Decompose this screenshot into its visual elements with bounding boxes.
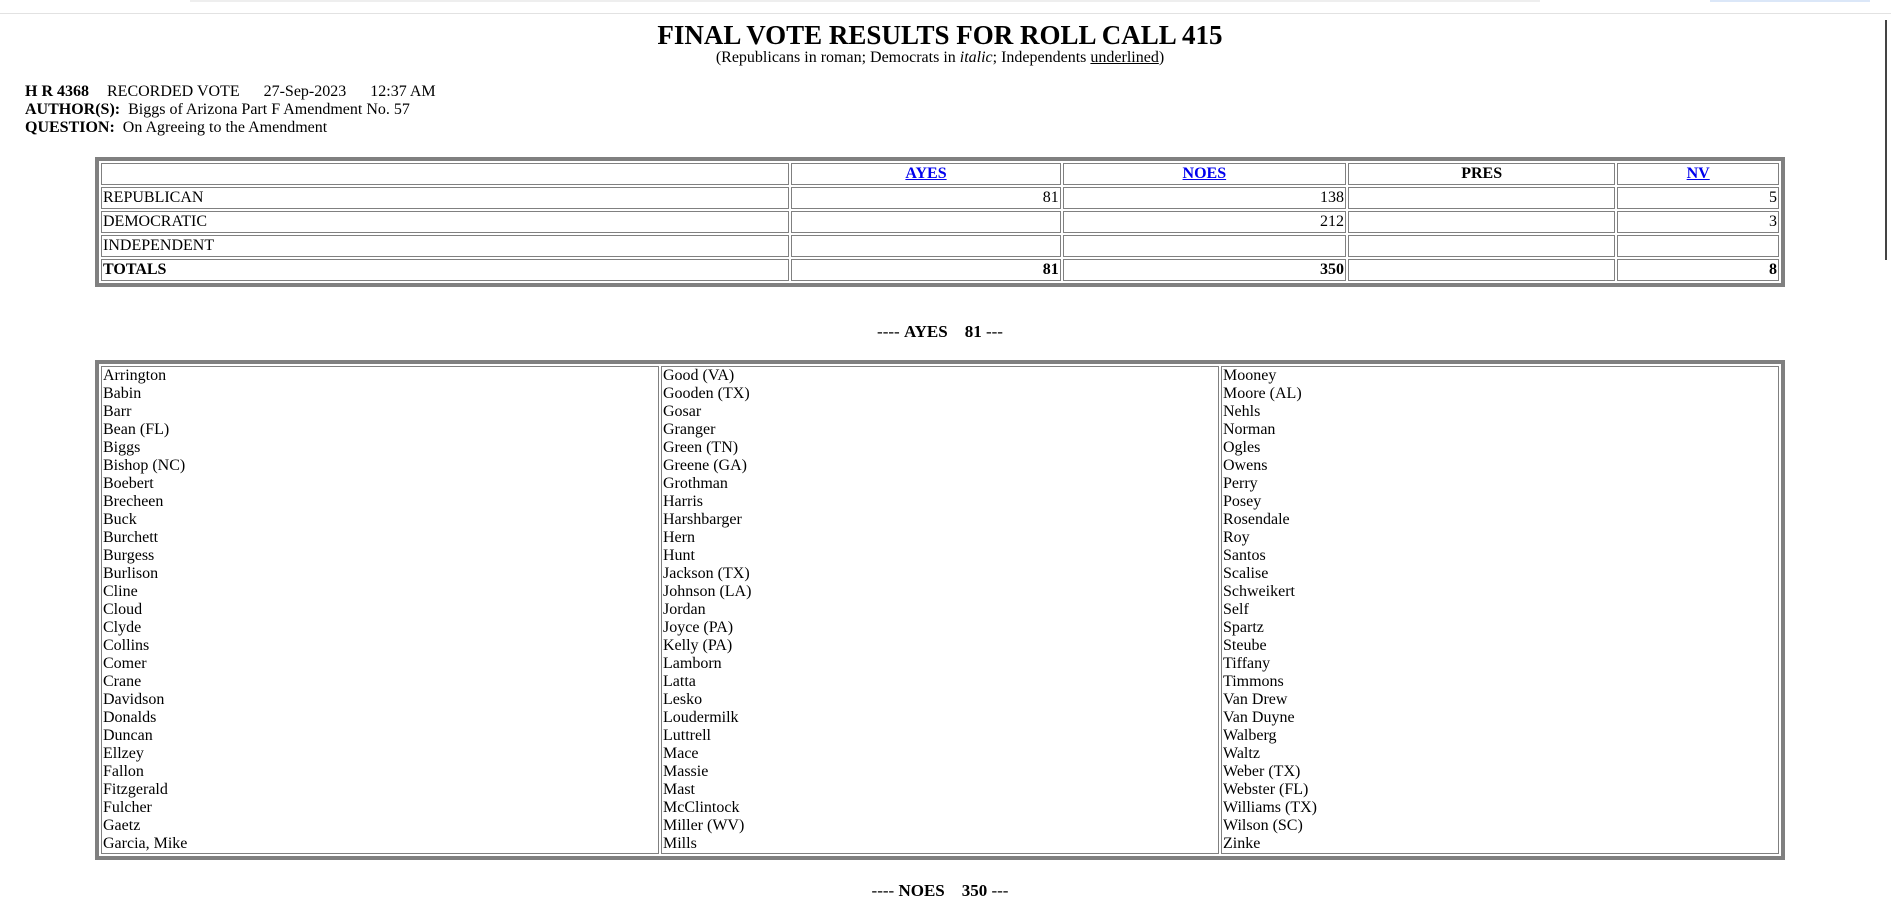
legend-middle: ; Independents xyxy=(992,49,1091,66)
member-name: Good (VA) xyxy=(663,367,735,384)
author-label: AUTHOR(S): xyxy=(25,101,121,118)
summary-row-totals xyxy=(101,259,1779,281)
member-name: Webster (FL) xyxy=(1223,781,1309,798)
member-name: Babin xyxy=(103,385,142,402)
ayes-column-3 xyxy=(1221,366,1779,854)
summary-header-party xyxy=(101,163,789,185)
question-label: QUESTION: xyxy=(25,119,115,136)
scrollbar-thumb[interactable] xyxy=(1885,20,1887,260)
legend-underlined: underlined xyxy=(1090,49,1159,66)
totals-label: TOTALS xyxy=(101,259,789,281)
member-name: Van Drew xyxy=(1223,691,1288,708)
nv-total: 8 xyxy=(1617,259,1779,281)
member-name: Moore (AL) xyxy=(1223,385,1302,402)
vote-time: 12:37 AM xyxy=(370,83,436,100)
ayes-names-row xyxy=(101,366,1779,854)
member-name: Jackson (TX) xyxy=(663,565,750,582)
noes-count: 212 xyxy=(1063,211,1346,233)
member-name: Williams (TX) xyxy=(1223,799,1317,816)
member-name: Donalds xyxy=(103,709,157,726)
ayes-total: 81 xyxy=(791,259,1060,281)
vertical-scrollbar[interactable] xyxy=(1885,20,1891,260)
party-name: DEMOCRATIC xyxy=(101,211,789,233)
vote-info-row xyxy=(25,83,436,101)
noes-heading-count: 350 xyxy=(961,881,988,900)
member-name: Bishop (NC) xyxy=(103,457,186,474)
member-name: Latta xyxy=(663,673,696,690)
ayes-heading-prefix: ---- xyxy=(877,322,904,341)
ayes-heading-count: 81 xyxy=(964,322,982,341)
ayes-link[interactable]: AYES xyxy=(905,165,947,182)
member-name: Kelly (PA) xyxy=(663,637,733,654)
member-name: Joyce (PA) xyxy=(663,619,734,636)
member-name: Mace xyxy=(663,745,699,762)
member-name: Greene (GA) xyxy=(663,457,747,474)
member-name: Burlison xyxy=(103,565,159,582)
member-name: Barr xyxy=(103,403,132,420)
noes-link[interactable]: NOES xyxy=(1182,165,1227,182)
member-name: McClintock xyxy=(663,799,740,816)
ayes-count xyxy=(791,235,1060,257)
member-name: Harris xyxy=(663,493,703,510)
ayes-heading-label: AYES xyxy=(903,322,948,341)
question-row xyxy=(25,119,436,137)
legend-open: (Republicans in roman; Democrats in xyxy=(715,49,960,66)
ayes-count xyxy=(791,211,1060,233)
member-name: Burgess xyxy=(103,547,155,564)
pres-count xyxy=(1348,235,1615,257)
summary-header-row xyxy=(101,163,1779,185)
member-name: Posey xyxy=(1223,493,1262,510)
member-name: Granger xyxy=(663,421,716,438)
member-name: Grothman xyxy=(663,475,728,492)
author-row xyxy=(25,101,436,119)
pres-count xyxy=(1348,211,1615,233)
nv-count xyxy=(1617,235,1779,257)
address-strip xyxy=(190,0,1540,2)
member-name: Lamborn xyxy=(663,655,722,672)
member-name: Mast xyxy=(663,781,695,798)
member-name: Brecheen xyxy=(103,493,164,510)
member-name: Davidson xyxy=(103,691,165,708)
summary-header-noes[interactable] xyxy=(1063,163,1346,185)
member-name: Johnson (LA) xyxy=(663,583,752,600)
nv-link[interactable]: NV xyxy=(1686,165,1710,182)
member-name: Nehls xyxy=(1223,403,1261,420)
pres-total xyxy=(1348,259,1615,281)
page-title: FINAL VOTE RESULTS FOR ROLL CALL 415 xyxy=(657,20,1223,50)
member-name: Fitzgerald xyxy=(103,781,168,798)
legend-italic: italic xyxy=(959,49,993,66)
member-name: Bean (FL) xyxy=(103,421,170,438)
member-name: Van Duyne xyxy=(1223,709,1295,726)
member-name: Fallon xyxy=(103,763,144,780)
noes-count xyxy=(1063,235,1346,257)
legend-close: ) xyxy=(1158,49,1165,66)
summary-header-ayes[interactable] xyxy=(791,163,1060,185)
browser-top-bar xyxy=(0,0,1891,14)
bill-number: H R 4368 xyxy=(25,83,89,100)
member-name: Luttrell xyxy=(663,727,711,744)
summary-row-independent xyxy=(101,235,1779,257)
summary-row-democratic xyxy=(101,211,1779,233)
member-name: Rosendale xyxy=(1223,511,1290,528)
member-name: Norman xyxy=(1223,421,1276,438)
noes-heading-label: NOES xyxy=(898,881,945,900)
member-name: Biggs xyxy=(103,439,141,456)
member-name: Timmons xyxy=(1223,673,1284,690)
member-name: Cloud xyxy=(103,601,143,618)
member-name: Collins xyxy=(103,637,150,654)
summary-row-republican xyxy=(101,187,1779,209)
author-value: Biggs of Arizona Part F Amendment No. 57 xyxy=(128,101,410,118)
member-name: Miller (WV) xyxy=(663,817,745,834)
member-name: Gaetz xyxy=(103,817,141,834)
member-name: Spartz xyxy=(1223,619,1264,636)
member-name: Jordan xyxy=(663,601,706,618)
member-name: Fulcher xyxy=(103,799,152,816)
vote-date: 27-Sep-2023 xyxy=(263,83,347,100)
member-name: Clyde xyxy=(103,619,142,636)
member-name: Burchett xyxy=(103,529,159,546)
pres-count xyxy=(1348,187,1615,209)
ayes-heading-suffix: --- xyxy=(981,322,1003,341)
member-name: Cline xyxy=(103,583,138,600)
member-name: Massie xyxy=(663,763,709,780)
summary-header-pres: PRES xyxy=(1348,163,1615,185)
noes-count: 138 xyxy=(1063,187,1346,209)
member-name: Green (TN) xyxy=(663,439,739,456)
member-name: Zinke xyxy=(1223,835,1261,852)
noes-section-heading: ---- NOES 350 --- xyxy=(871,881,1009,900)
member-name: Self xyxy=(1223,601,1249,618)
ayes-names-table xyxy=(95,360,1785,860)
member-name: Comer xyxy=(103,655,147,672)
member-name: Buck xyxy=(103,511,137,528)
member-name: Wilson (SC) xyxy=(1223,817,1303,834)
party-legend xyxy=(0,48,1880,68)
member-name: Gooden (TX) xyxy=(663,385,750,402)
member-name: Garcia, Mike xyxy=(103,835,188,852)
vote-summary-table xyxy=(95,157,1785,287)
member-name: Ogles xyxy=(1223,439,1261,456)
ayes-count: 81 xyxy=(791,187,1060,209)
member-name: Tiffany xyxy=(1223,655,1271,672)
member-name: Santos xyxy=(1223,547,1266,564)
member-name: Waltz xyxy=(1223,745,1260,762)
member-name: Arrington xyxy=(103,367,167,384)
member-name: Harshbarger xyxy=(663,511,742,528)
vote-type: RECORDED VOTE xyxy=(107,83,240,100)
nv-count: 3 xyxy=(1617,211,1779,233)
member-name: Weber (TX) xyxy=(1223,763,1301,780)
member-name: Mooney xyxy=(1223,367,1277,384)
member-name: Mills xyxy=(663,835,697,852)
member-name: Boebert xyxy=(103,475,154,492)
member-name: Owens xyxy=(1223,457,1268,474)
member-name: Hern xyxy=(663,529,695,546)
ayes-section-heading xyxy=(0,322,1880,342)
member-name: Perry xyxy=(1223,475,1258,492)
summary-header-nv[interactable] xyxy=(1617,163,1779,185)
ayes-column-1 xyxy=(101,366,659,854)
member-name: Schweikert xyxy=(1223,583,1295,600)
member-name: Lesko xyxy=(663,691,703,708)
member-name: Steube xyxy=(1223,637,1267,654)
member-name: Roy xyxy=(1223,529,1250,546)
member-name: Hunt xyxy=(663,547,695,564)
vote-metadata xyxy=(25,83,436,137)
member-name: Crane xyxy=(103,673,142,690)
member-name: Scalise xyxy=(1223,565,1269,582)
question-value: On Agreeing to the Amendment xyxy=(122,119,328,136)
member-name: Walberg xyxy=(1223,727,1277,744)
member-name: Gosar xyxy=(663,403,702,420)
party-name: REPUBLICAN xyxy=(101,187,789,209)
member-name: Duncan xyxy=(103,727,153,744)
member-name: Loudermilk xyxy=(663,709,739,726)
member-name: Ellzey xyxy=(103,745,144,762)
ayes-column-2 xyxy=(661,366,1219,854)
party-name: INDEPENDENT xyxy=(101,235,789,257)
noes-total: 350 xyxy=(1063,259,1346,281)
nv-count: 5 xyxy=(1617,187,1779,209)
tab-strip xyxy=(1710,0,1870,2)
